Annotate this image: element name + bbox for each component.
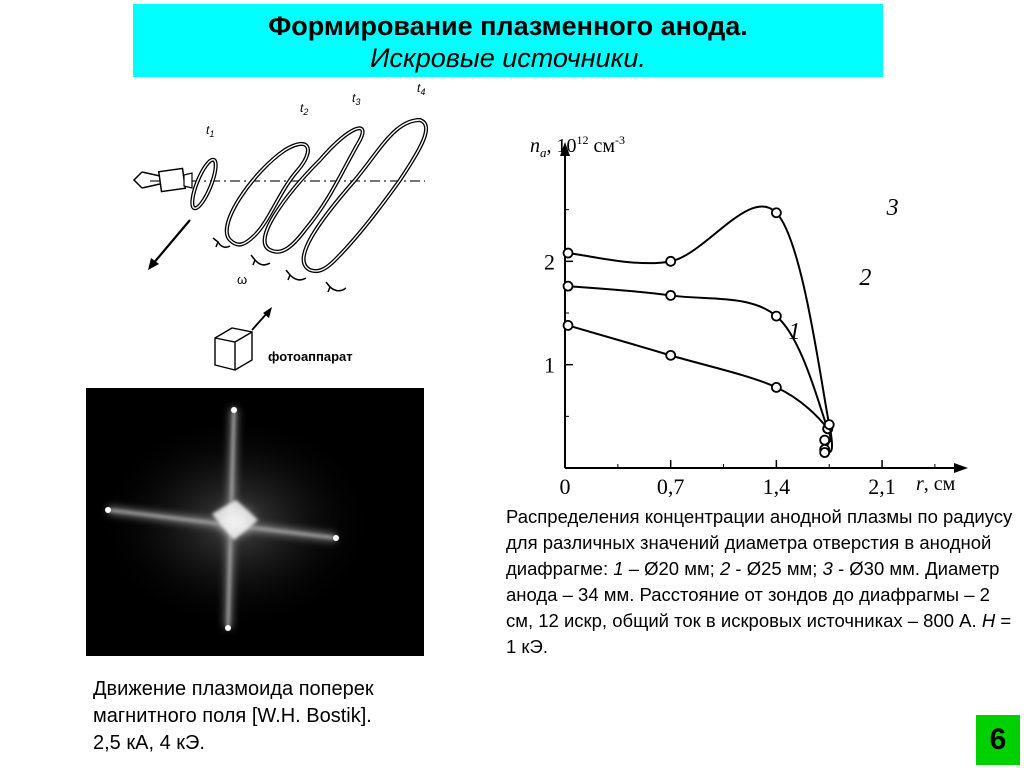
photo-caption-line: магнитного поля [W.H. Bostik]. bbox=[93, 705, 372, 727]
plasmoid-loop-t1 bbox=[188, 157, 220, 210]
data-point-3 bbox=[825, 420, 834, 429]
chart-caption bbox=[506, 504, 1021, 660]
x-tick-label: 0,7 bbox=[656, 474, 685, 499]
photo-caption bbox=[93, 676, 443, 757]
series-label-3: 3 bbox=[886, 194, 899, 221]
page-number: 6 bbox=[976, 715, 1020, 765]
data-point-1 bbox=[772, 383, 781, 392]
plasmoid-loop-t4 bbox=[304, 120, 427, 271]
label-t2: $t_2$ bbox=[300, 101, 309, 117]
plasmoid-photo bbox=[86, 388, 424, 656]
data-point-3 bbox=[564, 249, 573, 258]
y-tick-label: 1 bbox=[544, 352, 555, 378]
y-axis-label: $n_a$, $10^{12}$ $см^{-3}$ bbox=[530, 133, 626, 160]
chart-caption-num: 1 bbox=[613, 558, 624, 579]
chart-caption-text: = 1 кЭ. bbox=[506, 610, 1012, 657]
data-point-3 bbox=[772, 208, 781, 217]
rotation-arrow-icon bbox=[213, 238, 346, 292]
chart-caption-text: - Ø25 мм; bbox=[730, 558, 823, 579]
data-point-2 bbox=[666, 291, 675, 300]
label-t4: $t_4$ bbox=[417, 81, 426, 97]
camera-icon bbox=[215, 307, 272, 370]
data-point-1 bbox=[564, 321, 573, 330]
data-point-3 bbox=[820, 448, 829, 457]
series-label-1: 1 bbox=[788, 318, 801, 345]
slide-subtitle: Искровые источники. bbox=[370, 43, 646, 73]
title-banner bbox=[133, 4, 883, 77]
photo-caption-line: 2,5 кА, 4 кЭ. bbox=[93, 732, 205, 754]
label-t1: $t_1$ bbox=[206, 123, 215, 139]
label-t3: $t_3$ bbox=[352, 91, 361, 107]
slide-title: Формирование плазменного анода. bbox=[268, 11, 748, 41]
x-tick-label: 0 bbox=[559, 474, 571, 499]
y-tick-label: 2 bbox=[544, 249, 555, 275]
spark-source-icon bbox=[134, 168, 192, 191]
x-axis-arrow bbox=[954, 463, 968, 473]
data-point-3 bbox=[666, 257, 675, 266]
x-axis-label: r, см bbox=[916, 473, 956, 495]
label-omega: ω bbox=[237, 272, 248, 287]
chart-caption-text: – Ø20 мм; bbox=[623, 558, 720, 579]
x-tick-label: 2,1 bbox=[868, 474, 896, 499]
data-point-1 bbox=[666, 351, 675, 360]
x-tick-label: 1,4 bbox=[762, 474, 791, 499]
chart-caption-num: 2 bbox=[719, 558, 731, 579]
chart-caption-text: Распределения концентрации анодной плазмы по радиусу для различных значений диаметра отверстия в анодной диафрагме: bbox=[506, 506, 1013, 579]
chart-caption-text: - Ø30 мм. Диаметр анода – 34 мм. Расстояние от зондов до диафрагмы – 2 см, 12 искр, общий ток в искровых источниках – 800 А. bbox=[506, 558, 1000, 631]
chart-caption-h: H bbox=[981, 610, 996, 631]
density-chart bbox=[520, 128, 972, 500]
data-point-2 bbox=[564, 282, 573, 291]
label-camera: фотоаппарат bbox=[268, 349, 353, 364]
chart-caption-num: 3 bbox=[822, 558, 833, 579]
direction-arrow-icon bbox=[148, 220, 190, 270]
data-point-2 bbox=[772, 312, 781, 321]
photo-caption-line: Движение плазмоида поперек bbox=[93, 678, 374, 700]
series-label-2: 2 bbox=[859, 265, 872, 292]
rotation-schematic bbox=[120, 80, 440, 380]
data-point-2 bbox=[820, 436, 829, 445]
